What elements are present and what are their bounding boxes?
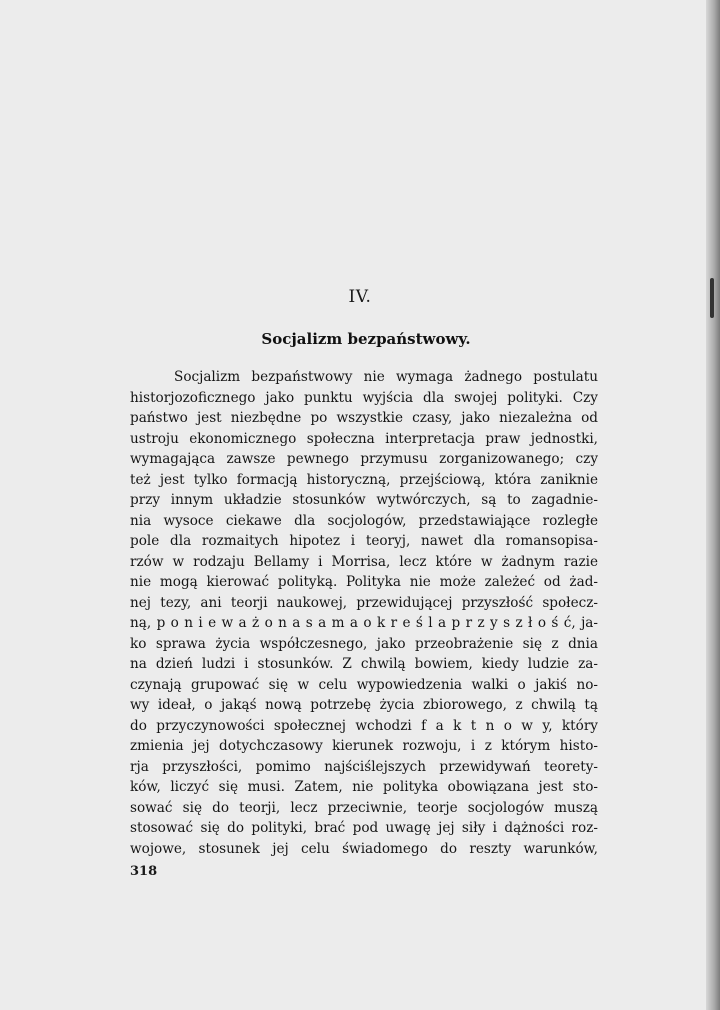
text-line: państwo jest niezbędne po wszystkie czasy, jako niezależna od — [130, 410, 598, 426]
text-line: rzów w rodzaju Bellamy i Morrisa, lecz które w żadnym razie — [130, 553, 598, 570]
text-line: przy innym układzie stosunków wytwórczych, są to zagadnie- — [130, 492, 598, 508]
text-line: zmienia jej dotychczasowy kierunek rozwoju, i z którym histo- — [130, 738, 598, 754]
page-number: 318 — [130, 864, 158, 879]
text-line: historjozoficznego jako punktu wyjścia dla swojej polityki. Czy — [130, 389, 598, 406]
text-line: pole dla rozmaitych hipotez i teoryj, nawet dla romansopisa- — [130, 533, 598, 549]
text-line: ustroju ekonomicznego społeczna interpretacja praw jednostki, — [130, 430, 598, 447]
chapter-number: IV. — [348, 287, 372, 307]
text-line: nia wysoce ciekawe dla socjologów, przedstawiające rozległe — [130, 512, 598, 529]
text-line: wymagająca zawsze pewnego przymusu zorganizowanego; czy — [130, 451, 598, 467]
text-line: na dzień ludzi i stosunków. Z chwilą bowiem, kiedy ludzie za- — [130, 656, 598, 672]
text-line: nej tezy, ani teorji naukowej, przewidującej przyszłość społecz- — [130, 594, 598, 611]
text-line: stosować się do polityki, brać pod uwagę jej siły i dążności roz- — [130, 820, 598, 836]
text-line: Socjalizm bezpaństwowy nie wymaga żadnego postulatu — [174, 369, 598, 385]
text-line: ków, liczyć się musi. Zatem, nie polityka obowiązana jest sto- — [130, 779, 598, 795]
text-line: wy ideał, o jakąś nową potrzebę życia zbiorowego, z chwilą tą — [130, 697, 598, 713]
text-line: ną, p o n i e w a ż o n a s a m a o k r e ś l a p r z y s z ł o ś ć, ja- — [130, 615, 598, 631]
text-line: czynają grupować się w celu wypowiedzenia walki o jakiś no- — [130, 676, 598, 693]
text-line: nie mogą kierować polityką. Polityka nie może zależeć od żad- — [130, 574, 598, 590]
text-line: ko sprawa życia współczesnego, jako przeobrażenie się z dnia — [130, 635, 598, 652]
text-line: sować się do teorji, lecz przeciwnie, teorje socjologów muszą — [130, 799, 598, 816]
body-text — [130, 367, 598, 859]
page-edge-shadow — [706, 0, 720, 1010]
text-line: rja przyszłości, pomimo najściślejszych przewidywań teorety- — [130, 758, 598, 775]
text-line: wojowe, stosunek jej celu świadomego do reszty warunków, — [130, 840, 598, 857]
text-line: do przyczynowości społecznej wchodzi f a k t n o w y, który — [130, 717, 598, 734]
text-line: też jest tylko formacją historyczną, przejściową, która zaniknie — [130, 471, 598, 488]
chapter-title: Socjalizm bezpaństwowy. — [261, 330, 471, 348]
